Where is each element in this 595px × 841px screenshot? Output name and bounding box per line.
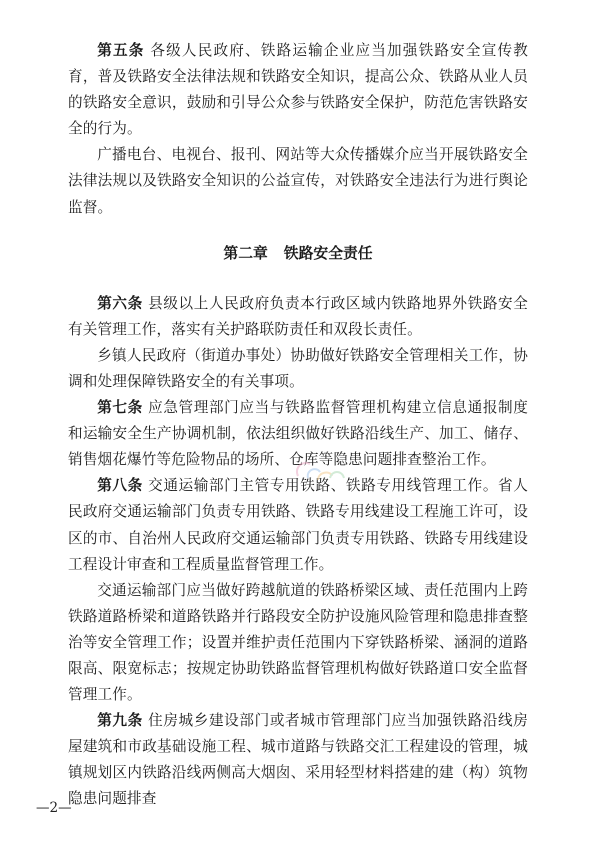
page-number: —2— bbox=[36, 800, 72, 816]
article-5-paragraph-1 bbox=[68, 38, 528, 142]
article-6-paragraph-1 bbox=[68, 291, 528, 343]
article-5-paragraph-2 bbox=[68, 142, 528, 220]
article-7-label: 第七条 bbox=[97, 399, 143, 417]
document-body bbox=[68, 38, 528, 813]
article-7-text-1: 应急管理部门应当与铁路监督管理机构建立信息通报制度和运输安全生产协调机制，依法组织做好铁路沿线生产、加工、储存、销售烟花爆竹等危险物品的场所、仓库等隐患问题排查整治工作。 bbox=[68, 399, 528, 469]
article-9-paragraph-1 bbox=[68, 708, 528, 812]
article-8-label: 第八条 bbox=[97, 477, 143, 495]
chapter-heading bbox=[68, 241, 528, 267]
article-8-text-1: 交通运输部门主管专用铁路、铁路专用线管理工作。省人民政府交通运输部门负责专用铁路、铁路专用线建设工程施工许可，设区的市、自治州人民政府交通运输部门负责专用铁路、铁路专用线建设工程设计审查和工程质量监督管理工作。 bbox=[68, 477, 528, 573]
article-8-text-2: 交通运输部门应当做好跨越航道的铁路桥梁区域、责任范围内上跨铁路道路桥梁和道路铁路并行路段安全防护设施风险管理和隐患排查整治等安全管理工作；设置并维护责任范围内下穿铁路桥梁、涵洞的道路限高、限宽标志；按规定协助铁路监督管理机构做好铁路道口安全监督管理工作。 bbox=[68, 581, 528, 704]
article-6-label: 第六条 bbox=[97, 294, 143, 312]
article-5-label: 第五条 bbox=[97, 42, 145, 59]
watermark-logo bbox=[288, 448, 352, 492]
article-9-text-1: 住房城乡建设部门或者城市管理部门应当加强铁路沿线房屋建筑和市政基础设施工程、城市道路与铁路交汇工程建设的管理，城镇规划区内铁路沿线两侧高大烟囱、采用轻型材料搭建的建（构）筑物隐患问题排查 bbox=[68, 712, 528, 808]
article-8-paragraph-2 bbox=[68, 578, 528, 708]
chapter-title: 铁路安全责任 bbox=[283, 244, 373, 262]
article-5-text-2: 广播电台、电视台、报刊、网站等大众传播媒介应当开展铁路安全法律法规以及铁路安全知识的公益宣传，对铁路安全违法行为进行舆论监督。 bbox=[68, 146, 528, 216]
chapter-number: 第二章 bbox=[223, 244, 268, 262]
article-6-text-2: 乡镇人民政府（街道办事处）协助做好铁路安全管理相关工作，协调和处理保障铁路安全的有关事项。 bbox=[68, 346, 528, 390]
article-6-paragraph-2 bbox=[68, 343, 528, 395]
article-9-label: 第九条 bbox=[97, 712, 143, 730]
article-5-text-1: 各级人民政府、铁路运输企业应当加强铁路安全宣传教育，普及铁路安全法律法规和铁路安全知识，提高公众、铁路从业人员的铁路安全意识，鼓励和引导公众参与铁路安全保护，防范危害铁路安全的行为。 bbox=[68, 42, 528, 138]
article-6-text-1: 县级以上人民政府负责本行政区域内铁路地界外铁路安全有关管理工作，落实有关护路联防责任和双段长责任。 bbox=[68, 294, 528, 338]
